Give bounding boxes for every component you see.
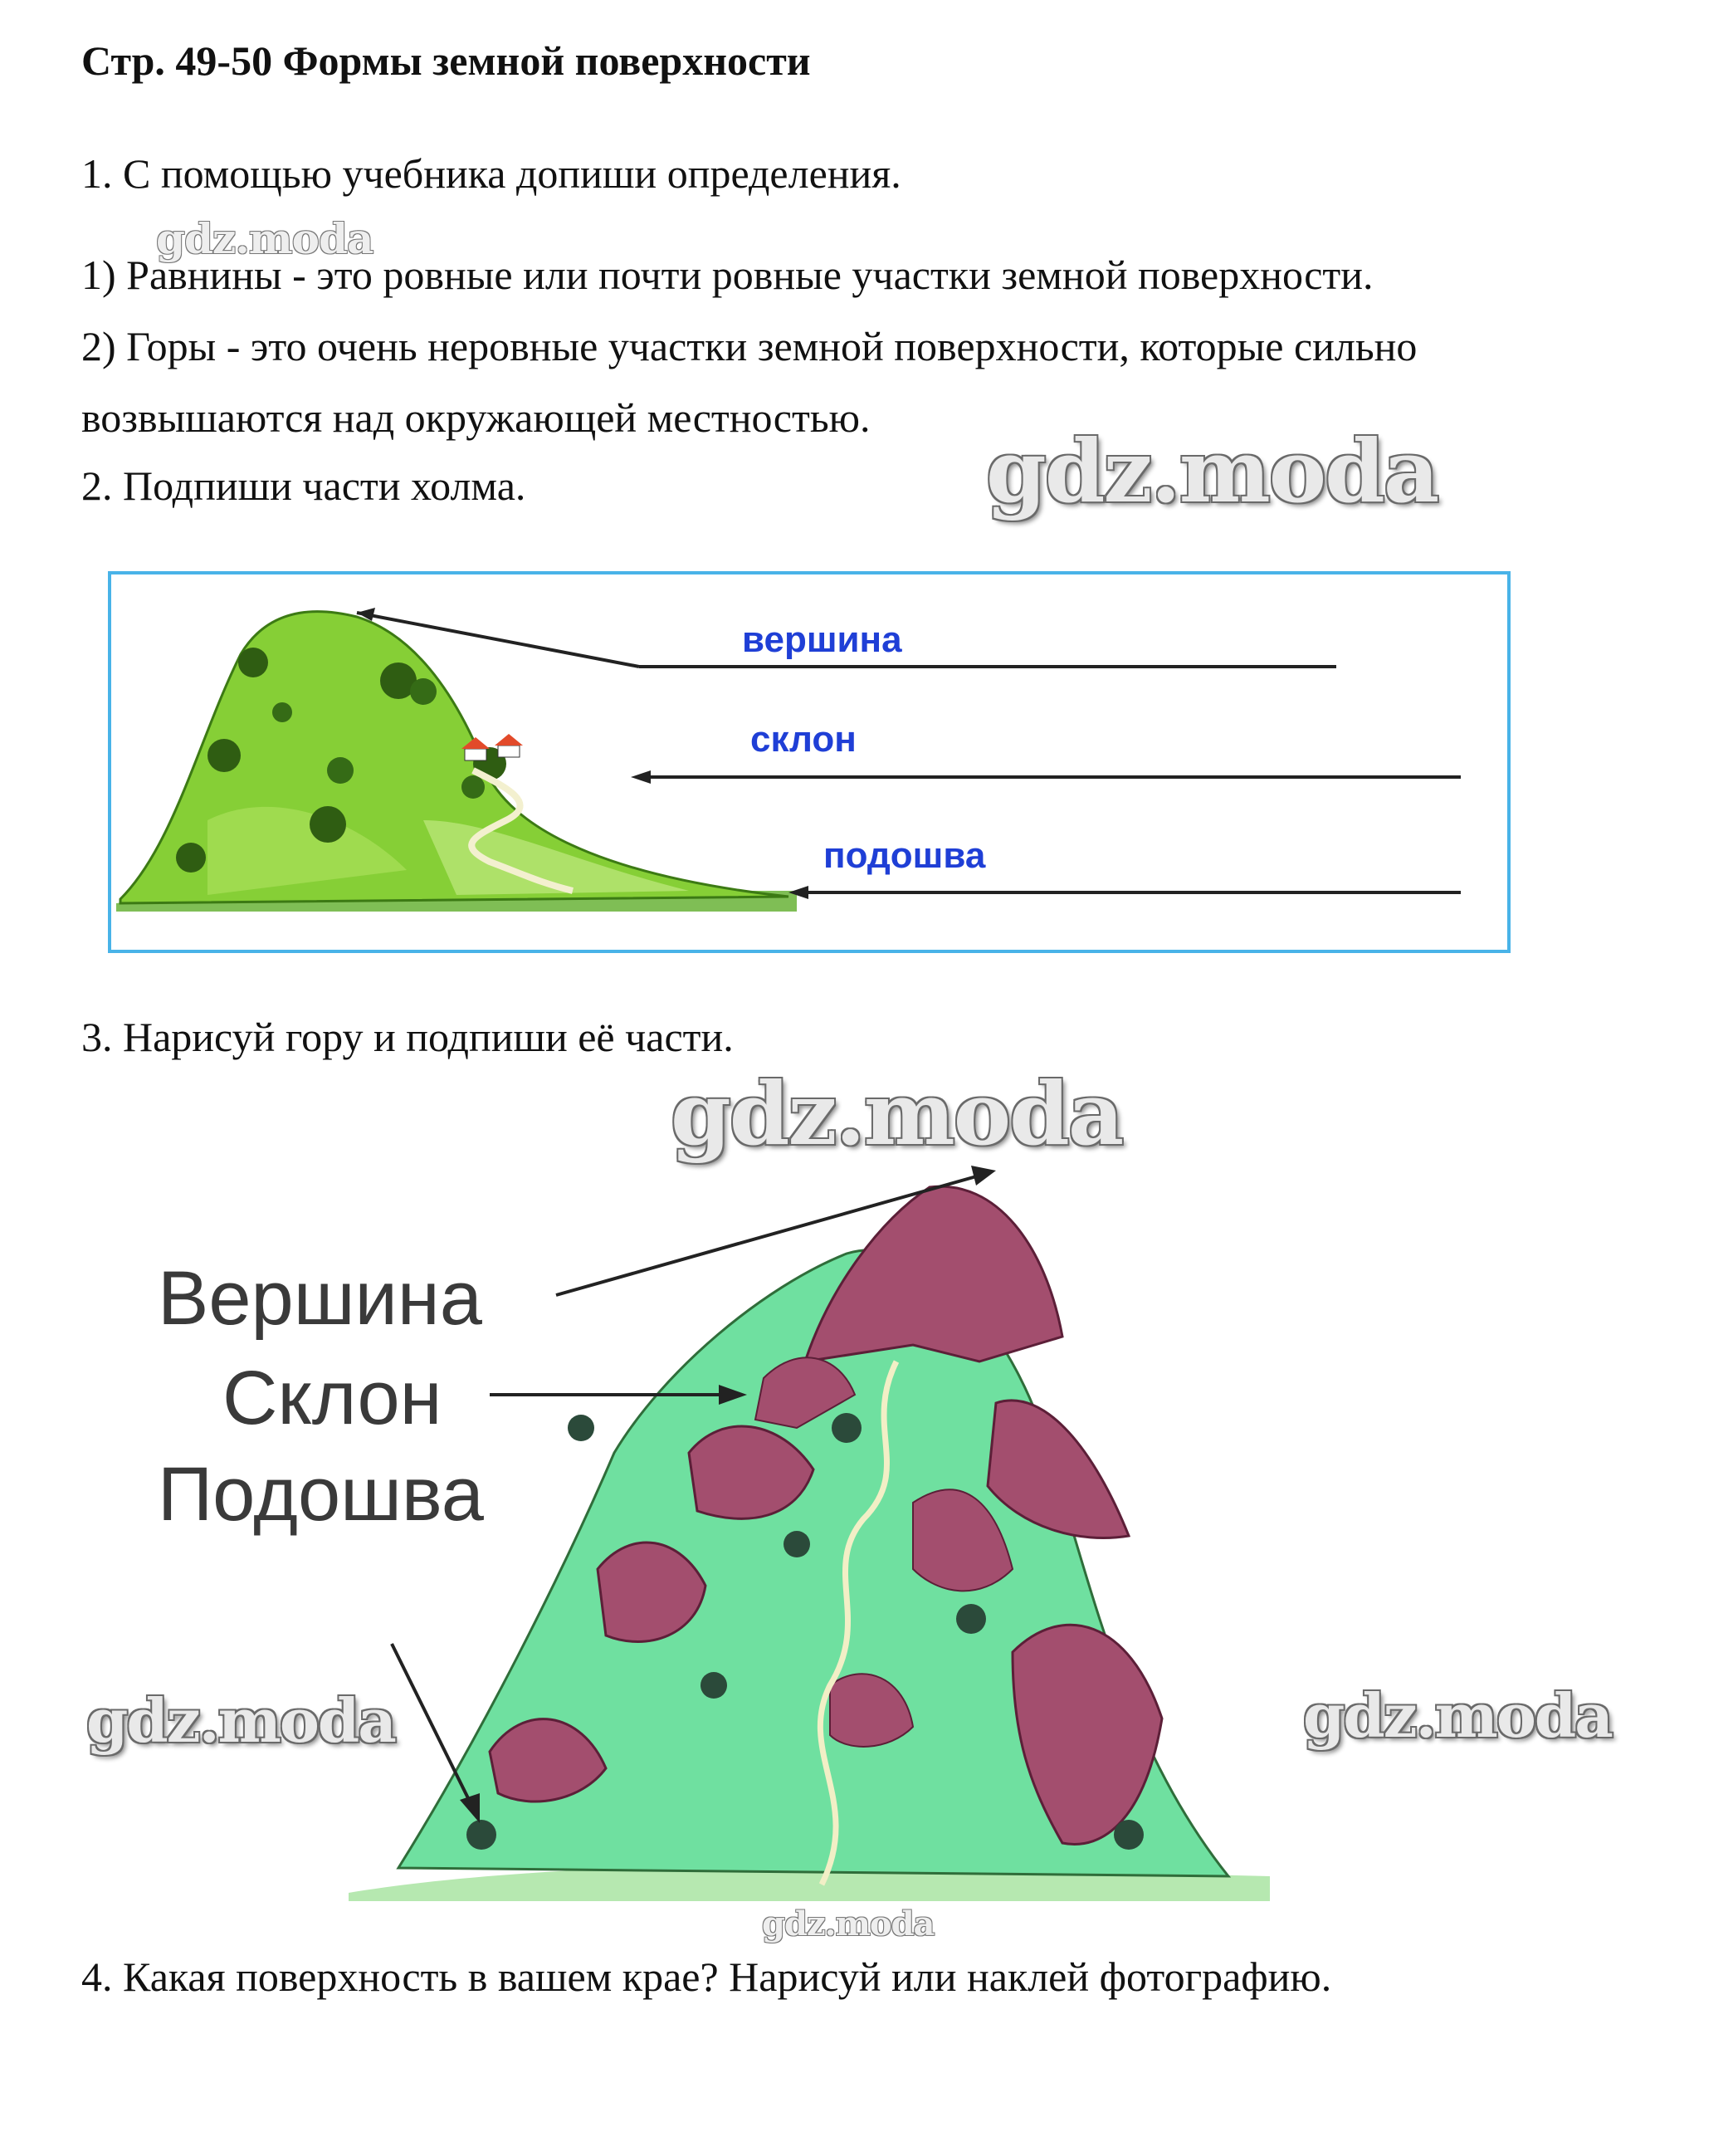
hill-label-top: вершина xyxy=(742,619,902,660)
page-title: Стр. 49-50 Формы земной поверхности xyxy=(81,37,811,84)
watermark-large-2: gdz.moda xyxy=(671,1063,1123,1165)
watermark-small-top: gdz.moda xyxy=(156,214,373,263)
mountain-label-foot: Подошва xyxy=(158,1452,484,1537)
mountain-label-top: Вершина xyxy=(158,1256,482,1341)
hill-label-foot: подошва xyxy=(823,835,986,876)
task3-heading: 3. Нарисуй гору и подпиши её части. xyxy=(81,1014,734,1060)
task1-item2-line1: 2) Горы - это очень неровные участки земной поверхности, которые сильно xyxy=(81,323,1418,369)
hill-label-slope: склон xyxy=(750,719,857,760)
watermark-right: gdz.moda xyxy=(1303,1680,1612,1751)
watermark-small-bottom: gdz.moda xyxy=(762,1904,935,1943)
task1-item1: 1) Равнины - это ровные или почти ровные участки земной поверхности. xyxy=(81,252,1374,298)
watermark-left: gdz.moda xyxy=(86,1685,395,1756)
task1-item2-line2: возвышаются над окружающей местностью. xyxy=(81,394,871,441)
task1-heading: 1. С помощью учебника допиши определения. xyxy=(81,150,901,197)
task4-heading: 4. Какая поверхность в вашем крае? Нарисуй или наклей фотографию. xyxy=(81,1953,1332,2000)
task2-heading: 2. Подпиши части холма. xyxy=(81,462,526,509)
watermark-large-1: gdz.moda xyxy=(986,420,1438,522)
mountain-label-slope: Склон xyxy=(222,1356,442,1440)
